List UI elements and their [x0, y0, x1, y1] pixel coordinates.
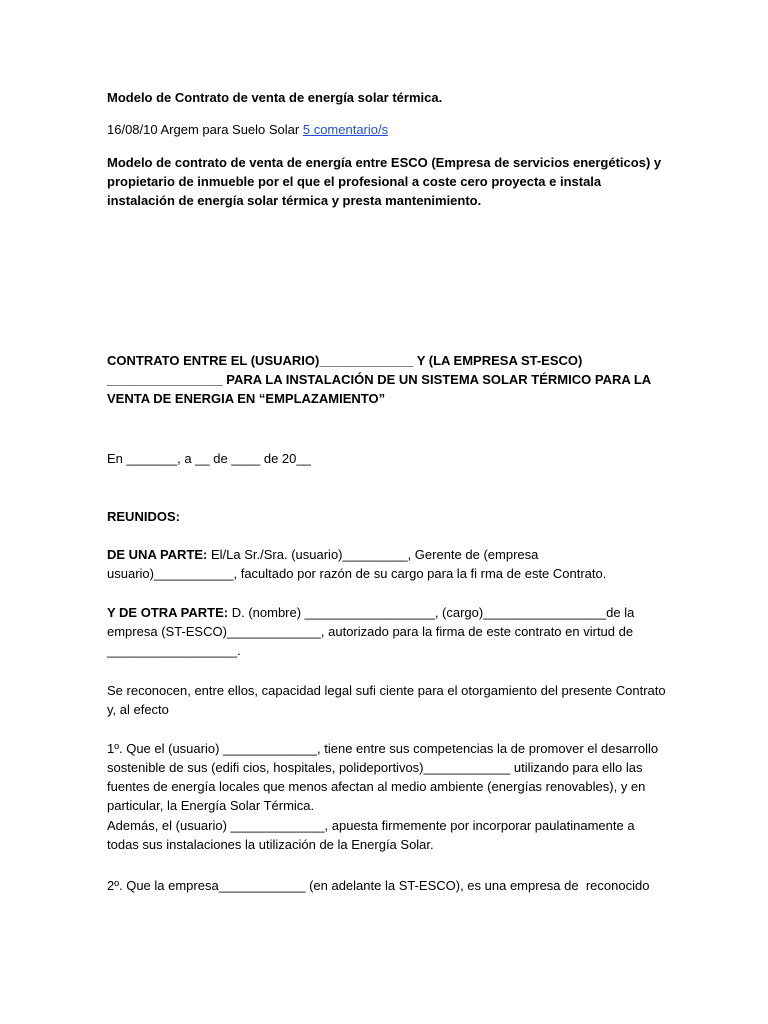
intro-paragraph: Modelo de contrato de venta de energía entre ESCO (Empresa de servicios energéticos) y propietario de inmueble por el que el profesional a coste cero proyecta e instala instalación de energía solar térmica y presta mantenimiento.: [107, 155, 665, 208]
otra-parte-paragraph: [107, 603, 667, 660]
clause-1-paragraph: 1º. Que el (usuario) _____________, tiene entre sus competencias la de promover el desarrollo sostenible de sus (edifi cios, hospitales, polideportivos)____________ utilizando para ello las fuentes de energía locales que menos afectan al medio ambiente (energías renovables), y en particular, la Energía Solar Térmica.: [107, 741, 662, 813]
otra-parte-text: D. (nombre) __________________, (cargo)_________________de la empresa (ST-ESCO)_____________, autorizado para la firma de este contrato en virtud de __________________.: [107, 605, 638, 658]
post-meta-text: 16/08/10 Argem para Suelo Solar: [107, 122, 303, 137]
reconocen-paragraph: Se reconocen, entre ellos, capacidad legal sufi ciente para el otorgamiento del presente Contrato y, al efecto: [107, 683, 670, 717]
otra-parte-label: Y DE OTRA PARTE:: [107, 605, 229, 620]
comments-link[interactable]: 5 comentario/s: [302, 122, 389, 137]
contract-heading: CONTRATO ENTRE EL (USUARIO)_____________ Y (LA EMPRESA ST-ESCO) ________________ PARA LA INSTALACIÓN DE UN SISTEMA SOLAR TÉRMICO PARA LA VENTA DE ENERGIA EN “EMPLAZAMIENTO”: [107, 353, 655, 406]
document-title: Modelo de Contrato de venta de energía solar térmica.: [107, 90, 443, 105]
clause-2-paragraph: 2º. Que la empresa____________ (en adelante la ST-ESCO), es una empresa de reconocido: [107, 878, 650, 893]
date-line: En _______, a __ de ____ de 20__: [107, 451, 311, 466]
una-parte-label: DE UNA PARTE:: [107, 547, 208, 562]
clause-1-continuation: Además, el (usuario) _____________, apuesta firmemente por incorporar paulatinamente a todas sus instalaciones la utilización de la Energía Solar.: [107, 818, 639, 852]
reunidos-heading: REUNIDOS:: [107, 509, 180, 524]
una-parte-text: El/La Sr./Sra. (usuario)_________, Gerente de (empresa usuario)___________, facultado por razón de su cargo para la fi rma de este Contrato.: [107, 547, 607, 581]
post-meta: [107, 120, 667, 139]
una-parte-paragraph: [107, 545, 667, 583]
